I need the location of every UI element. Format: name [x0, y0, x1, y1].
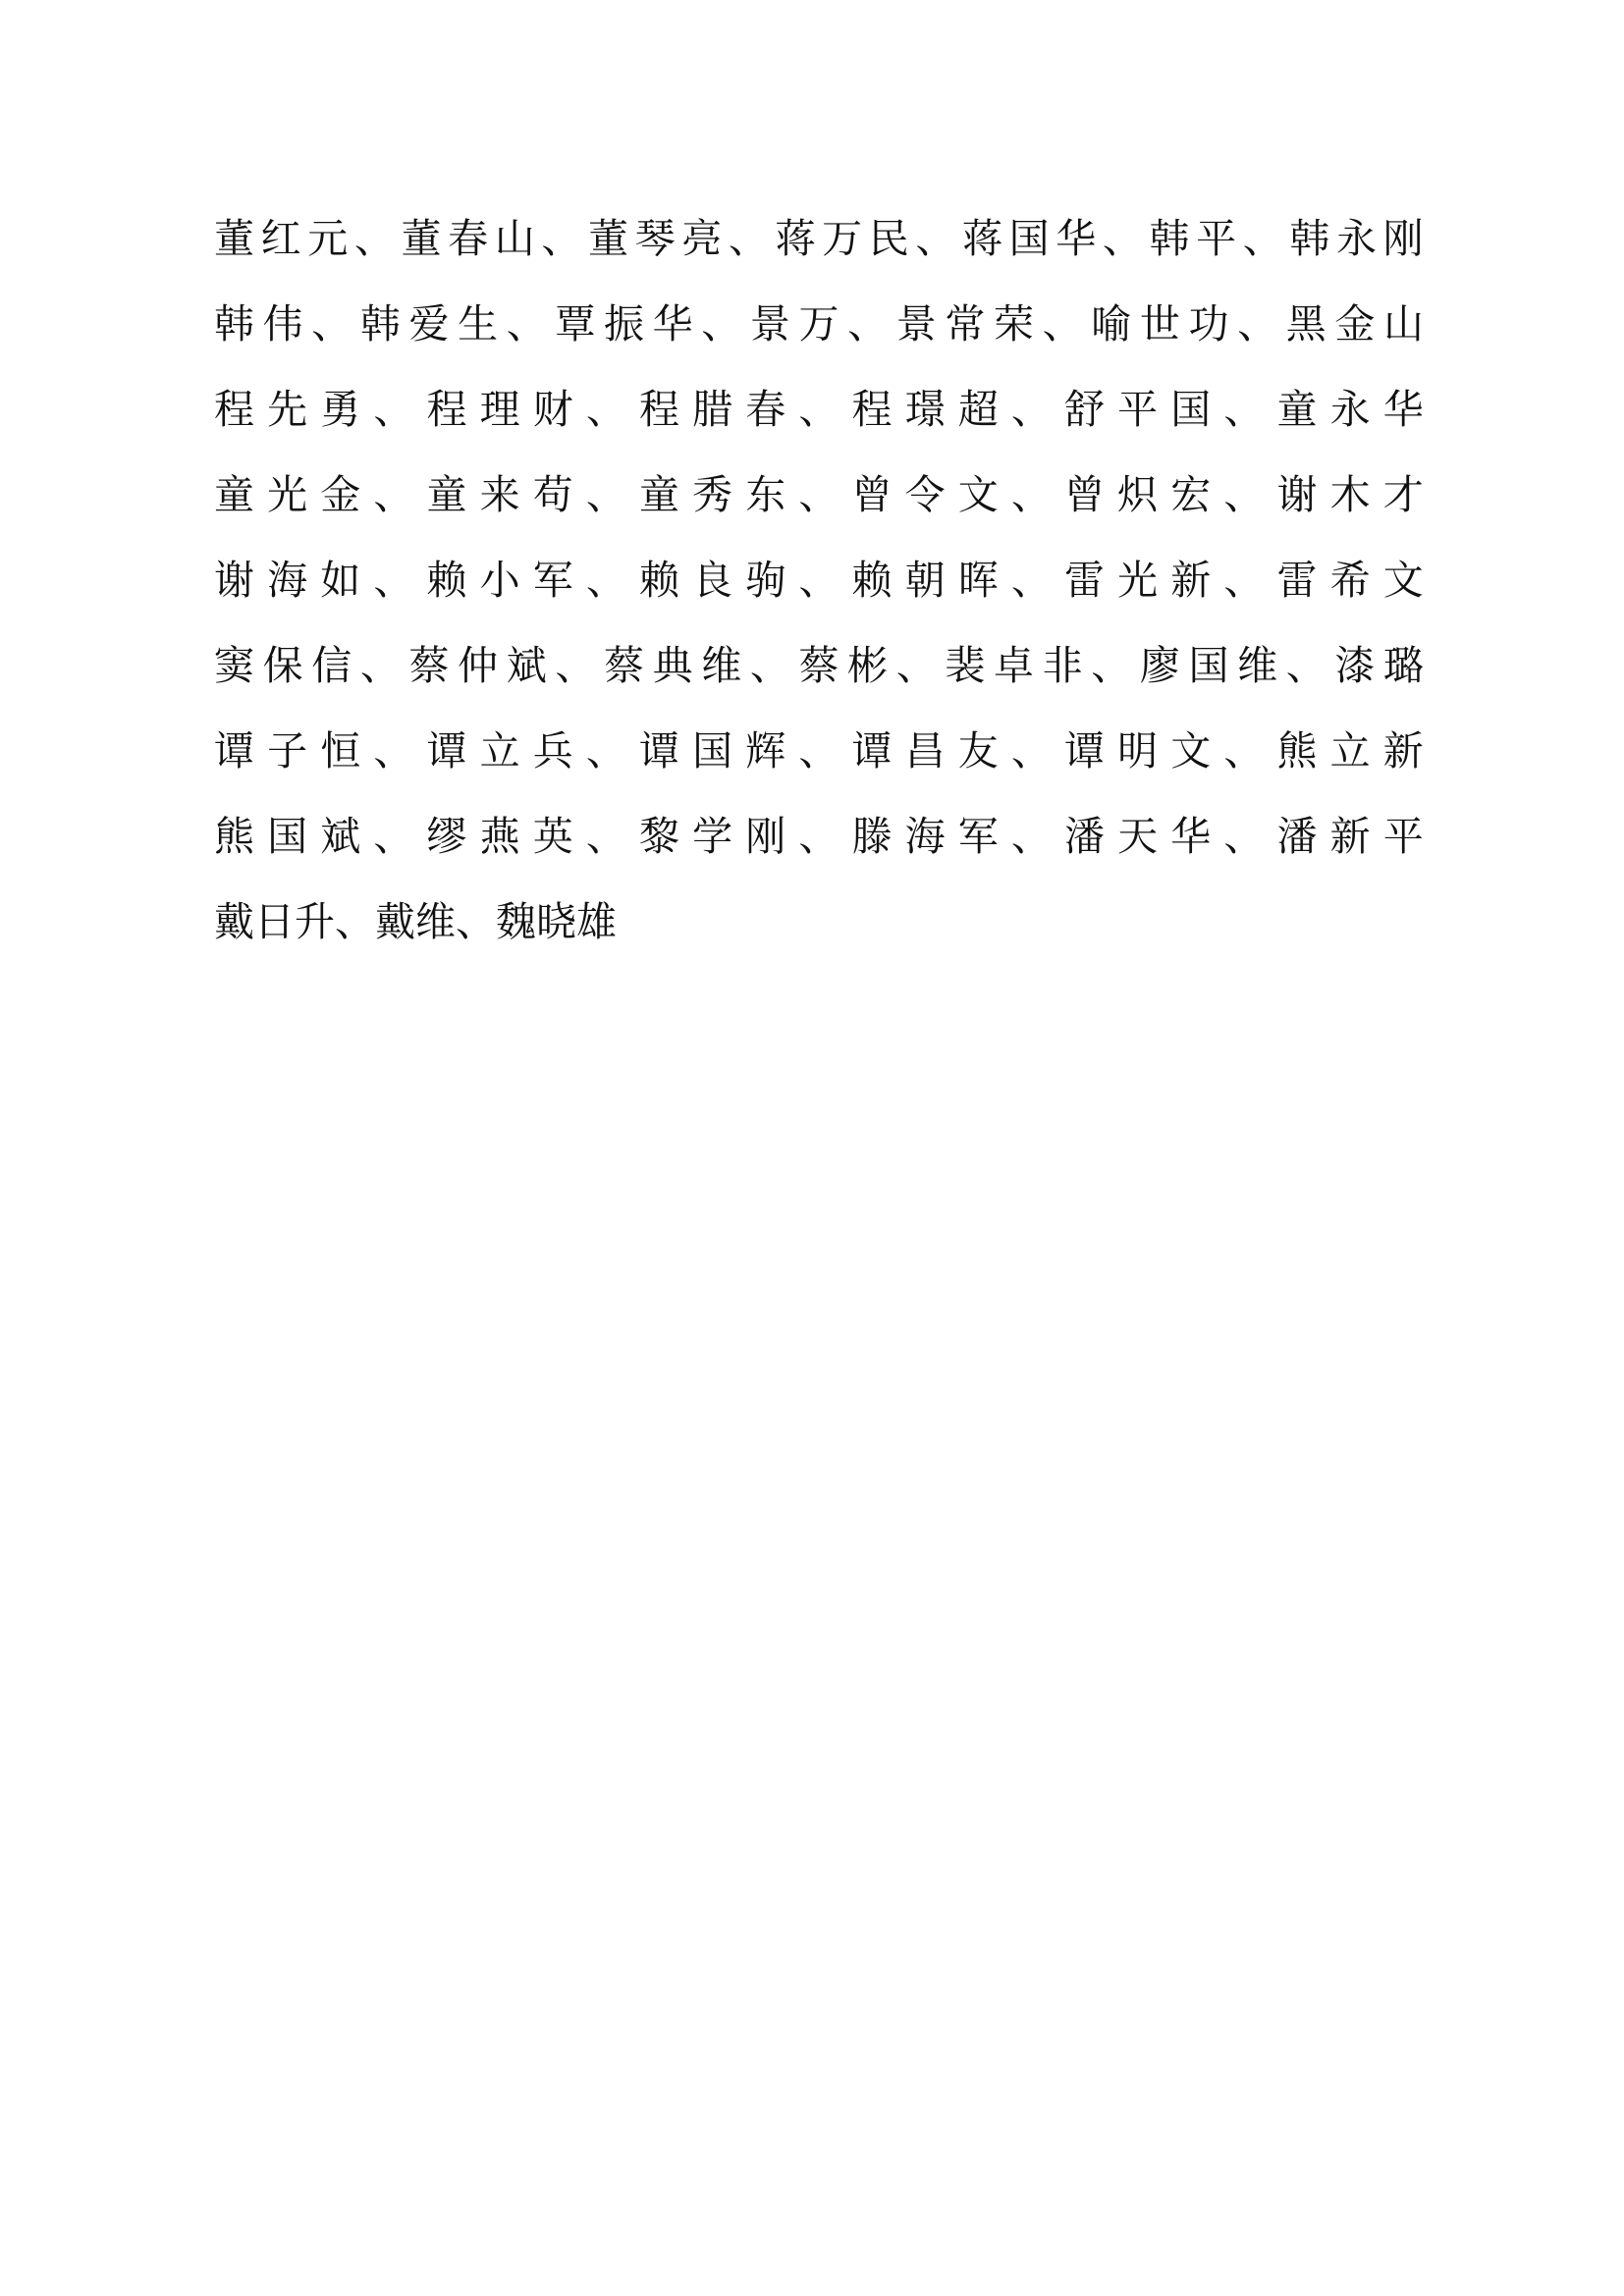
name-char: 典	[652, 642, 693, 689]
name-char: 民	[868, 215, 909, 262]
name-char: 、	[895, 642, 937, 689]
name-char: 、	[1010, 471, 1052, 518]
name-char: 熊	[1276, 727, 1318, 774]
name-char: 蒋	[962, 215, 1002, 262]
name-char: 文	[1170, 727, 1212, 774]
name-char: 、	[1285, 642, 1326, 689]
name-char: 、	[798, 386, 839, 433]
name-char: 春	[448, 215, 489, 262]
name-char: 蔡	[408, 642, 450, 689]
name-char: 琴	[634, 215, 676, 262]
name-char: 漆	[1334, 642, 1376, 689]
name-char: 平	[1196, 215, 1237, 262]
name-char: 、	[1010, 386, 1052, 433]
name-char: 荣	[994, 300, 1034, 347]
name-line	[214, 282, 1424, 367]
name-char: 、	[1223, 727, 1265, 774]
name-char: 、	[701, 300, 742, 347]
name-char: 谭	[426, 727, 467, 774]
name-char: 裴	[945, 642, 986, 689]
name-char: 山	[494, 215, 535, 262]
name-char: 木	[1329, 471, 1371, 518]
name-char: 、	[585, 727, 626, 774]
name-char: 亮	[681, 215, 723, 262]
name-line	[214, 367, 1424, 453]
name-char: 廖	[1139, 642, 1180, 689]
name-char: 、	[798, 727, 839, 774]
name-char: 窦	[214, 642, 254, 689]
name-char: 仲	[458, 642, 499, 689]
name-char: 、	[728, 215, 769, 262]
name-char: 常	[945, 300, 986, 347]
name-char: 、	[847, 300, 889, 347]
name-char: 永	[1336, 215, 1377, 262]
name-char: 新	[1329, 813, 1371, 860]
name-char: 令	[904, 471, 946, 518]
name-char: 、	[541, 215, 582, 262]
name-char: 雷	[1276, 557, 1318, 604]
name-char: 韩	[214, 300, 254, 347]
name-char: 童	[426, 471, 467, 518]
name-char: 董	[588, 215, 628, 262]
name-char: 、	[353, 215, 395, 262]
name-char: 景	[749, 300, 790, 347]
name-char: 、	[1091, 642, 1132, 689]
name-char: 理	[479, 386, 520, 433]
name-char: 生	[458, 300, 499, 347]
name-list	[214, 196, 1424, 965]
name-char: 、	[915, 215, 956, 262]
name-char: 黎	[639, 813, 679, 860]
name-char: 雷	[1064, 557, 1105, 604]
name-char: 海	[904, 813, 946, 860]
name-char: 秀	[692, 471, 733, 518]
name-char: 信	[311, 642, 352, 689]
name-char: 童	[214, 471, 254, 518]
name-char: 英	[532, 813, 573, 860]
name-char: 、	[585, 813, 626, 860]
name-char: 世	[1139, 300, 1180, 347]
name-char: 谭	[214, 727, 254, 774]
name-char: 、	[1242, 215, 1283, 262]
name-char: 谢	[1276, 471, 1318, 518]
name-char: 苟	[532, 471, 573, 518]
name-char: 光	[1117, 557, 1159, 604]
name-char: 平	[1117, 386, 1159, 433]
name-char: 华	[1170, 813, 1212, 860]
name-char: 昌	[904, 727, 946, 774]
name-char: 刚	[1382, 215, 1424, 262]
name-char: 、	[585, 471, 626, 518]
name-char: 、	[373, 813, 414, 860]
name-char: 非	[1042, 642, 1083, 689]
name-char: 程	[851, 386, 893, 433]
name-char: 熊	[214, 813, 254, 860]
name-char: 振	[604, 300, 644, 347]
name-char: 喻	[1091, 300, 1132, 347]
name-char: 童	[639, 471, 679, 518]
name-char: 、	[585, 557, 626, 604]
name-char: 、	[506, 300, 547, 347]
name-char: 、	[1223, 557, 1265, 604]
name-char: 、	[311, 300, 352, 347]
name-line	[214, 794, 1424, 880]
name-char: 兵	[532, 727, 573, 774]
name-char: 如	[320, 557, 361, 604]
name-char: 学	[692, 813, 733, 860]
name-char: 童	[1276, 386, 1318, 433]
name-char: 斌	[506, 642, 547, 689]
name-char: 平	[1382, 813, 1424, 860]
name-char: 光	[267, 471, 308, 518]
name-char: 新	[1382, 727, 1424, 774]
name-char: 元	[307, 215, 349, 262]
name-char: 朝	[904, 557, 946, 604]
name-char: 黑	[1285, 300, 1326, 347]
name-char: 恒	[320, 727, 361, 774]
name-char: 、	[1223, 471, 1265, 518]
name-char: 维	[701, 642, 742, 689]
name-char: 斌	[320, 813, 361, 860]
name-char: 立	[1329, 727, 1371, 774]
name-char: 金	[1334, 300, 1376, 347]
name-char: 伟	[262, 300, 303, 347]
name-char: 、	[1010, 557, 1052, 604]
name-char: 、	[1010, 727, 1052, 774]
name-char: 财	[532, 386, 573, 433]
name-char: 天	[1117, 813, 1159, 860]
name-char: 、	[359, 642, 401, 689]
name-char: 、	[1223, 813, 1265, 860]
name-char: 刚	[745, 813, 786, 860]
name-char: 万	[798, 300, 839, 347]
name-char: 谭	[851, 727, 893, 774]
name-char: 、	[1042, 300, 1083, 347]
name-char: 永	[1329, 386, 1371, 433]
name-char: 、	[798, 557, 839, 604]
name-char: 小	[479, 557, 520, 604]
name-char: 军	[532, 557, 573, 604]
name-char: 、	[585, 386, 626, 433]
name-char: 文	[1382, 557, 1424, 604]
name-line	[214, 709, 1424, 794]
name-char: 韩	[359, 300, 401, 347]
name-char: 、	[1010, 813, 1052, 860]
name-line	[214, 623, 1424, 709]
name-char: 先	[267, 386, 308, 433]
name-char: 滕	[851, 813, 893, 860]
name-char: 潘	[1276, 813, 1318, 860]
name-char: 卓	[994, 642, 1034, 689]
name-char: 璟	[904, 386, 946, 433]
name-char: 程	[214, 386, 254, 433]
name-char: 曾	[1064, 471, 1105, 518]
name-char: 蒋	[775, 215, 816, 262]
name-char: 良	[692, 557, 733, 604]
name-char: 文	[957, 471, 999, 518]
name-char: 明	[1117, 727, 1159, 774]
name-char: 曾	[851, 471, 893, 518]
name-char: 舒	[1064, 386, 1105, 433]
name-char: 、	[1102, 215, 1143, 262]
name-char: 爱	[408, 300, 450, 347]
name-char: 华	[1382, 386, 1424, 433]
name-line	[214, 453, 1424, 538]
name-char: 辉	[745, 727, 786, 774]
name-char: 东	[745, 471, 786, 518]
name-char: 、	[373, 727, 414, 774]
name-char: 缪	[426, 813, 467, 860]
name-char: 国	[267, 813, 308, 860]
name-char: 璐	[1383, 642, 1424, 689]
name-char: 程	[639, 386, 679, 433]
name-line	[214, 196, 1424, 282]
name-char: 腊	[692, 386, 733, 433]
name-char: 华	[1056, 215, 1097, 262]
name-char: 蔡	[798, 642, 839, 689]
name-line: 戴日升、戴维、魏晓雄	[214, 898, 617, 945]
name-char: 才	[1382, 471, 1424, 518]
name-char: 、	[555, 642, 596, 689]
name-char: 、	[1223, 386, 1265, 433]
name-char: 炽	[1117, 471, 1159, 518]
name-char: 、	[373, 471, 414, 518]
name-char: 彬	[847, 642, 889, 689]
name-char: 希	[1329, 557, 1371, 604]
name-char: 功	[1188, 300, 1229, 347]
name-char: 董	[214, 215, 254, 262]
name-char: 景	[895, 300, 937, 347]
name-char: 军	[957, 813, 999, 860]
name-char: 华	[652, 300, 693, 347]
name-line	[214, 538, 1424, 623]
name-char: 超	[957, 386, 999, 433]
name-char: 新	[1170, 557, 1212, 604]
name-char: 、	[1237, 300, 1278, 347]
name-char: 立	[479, 727, 520, 774]
name-char: 赖	[639, 557, 679, 604]
name-char: 谢	[214, 557, 254, 604]
name-char: 海	[267, 557, 308, 604]
name-char: 国	[1008, 215, 1050, 262]
name-char: 驹	[745, 557, 786, 604]
name-char: 韩	[1289, 215, 1330, 262]
name-char: 晖	[957, 557, 999, 604]
name-char: 潘	[1064, 813, 1105, 860]
name-char: 春	[745, 386, 786, 433]
name-char: 维	[1237, 642, 1278, 689]
name-char: 、	[373, 386, 414, 433]
name-char: 董	[401, 215, 442, 262]
name-char: 、	[798, 471, 839, 518]
name-char: 勇	[320, 386, 361, 433]
name-char: 覃	[555, 300, 596, 347]
name-char: 、	[373, 557, 414, 604]
name-char: 子	[267, 727, 308, 774]
name-char: 燕	[479, 813, 520, 860]
name-char: 蔡	[604, 642, 644, 689]
name-char: 国	[1170, 386, 1212, 433]
name-char: 万	[822, 215, 863, 262]
name-char: 谭	[639, 727, 679, 774]
name-char: 金	[320, 471, 361, 518]
name-char: 国	[692, 727, 733, 774]
name-char: 程	[426, 386, 467, 433]
name-char: 国	[1188, 642, 1229, 689]
name-char: 友	[957, 727, 999, 774]
name-char: 韩	[1149, 215, 1190, 262]
name-char: 红	[260, 215, 301, 262]
name-char: 、	[798, 813, 839, 860]
name-char: 来	[479, 471, 520, 518]
name-char: 赖	[851, 557, 893, 604]
name-char: 赖	[426, 557, 467, 604]
name-char: 山	[1383, 300, 1424, 347]
name-char: 保	[262, 642, 303, 689]
name-char: 谭	[1064, 727, 1105, 774]
name-char: 宏	[1170, 471, 1212, 518]
name-char: 、	[749, 642, 790, 689]
